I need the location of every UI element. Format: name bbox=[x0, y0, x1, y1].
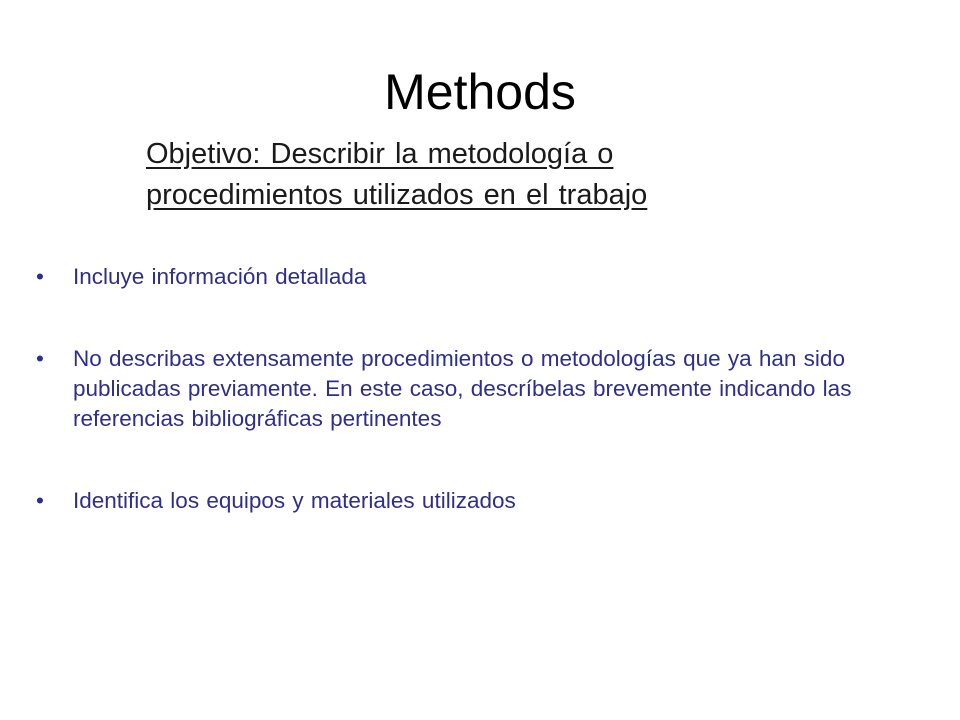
slide-title: Methods bbox=[384, 64, 576, 120]
bullet-item bbox=[36, 344, 906, 434]
subtitle-line-2: procedimientos utilizados en el trabajo bbox=[146, 179, 648, 211]
bullet-text: Incluye información detallada bbox=[73, 264, 367, 289]
bullet-list bbox=[36, 262, 906, 516]
bullet-text: Identifica los equipos y materiales utilizados bbox=[73, 488, 516, 513]
bullet-marker: • bbox=[36, 346, 44, 371]
subtitle-line-1: Objetivo: Describir la metodología o bbox=[146, 138, 614, 170]
bullet-item bbox=[36, 262, 906, 292]
slide-subtitle bbox=[146, 134, 826, 216]
bullet-marker: • bbox=[36, 488, 44, 513]
bullet-item bbox=[36, 486, 906, 516]
bullet-marker: • bbox=[36, 264, 44, 289]
bullet-text: No describas extensamente procedimientos o metodologías que ya han sido publicadas previamente. En este caso, descríbelas brevemente indicando las referencias bibliográficas pertinentes bbox=[73, 346, 852, 431]
